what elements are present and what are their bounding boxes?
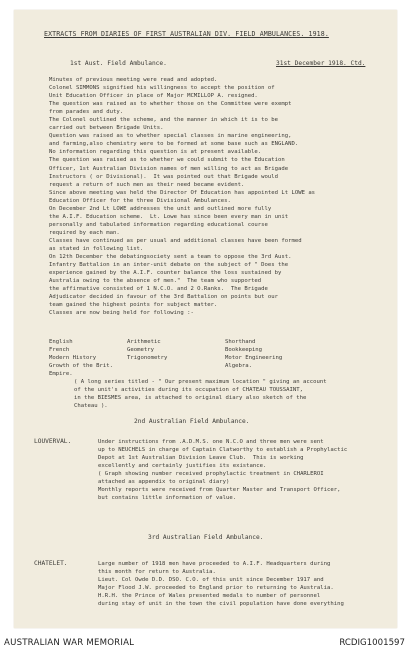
text-line: Chateau ). xyxy=(74,403,108,410)
text-line: personally and tabulated information regarding educational course xyxy=(49,221,268,228)
text-line: in the BIESMES area, is attached to original diary also sketch of the xyxy=(74,395,307,402)
document-page xyxy=(14,10,397,628)
text-line: The Colonel outlined the scheme, and the manner in which it is to be xyxy=(49,117,279,124)
subject-row xyxy=(49,354,369,362)
text-line: The question was raised as to whether those on the Committee were exempt xyxy=(49,101,292,108)
document-heading: EXTRACTS FROM DIARIES OF FIRST AUSTRALIAN DIV. FIELD AMBULANCES. 1918. xyxy=(44,30,329,38)
subject-cell: Motor Engineering xyxy=(225,355,283,362)
text-line: Infantry Battalion in an inter-unit debate on the subject of " Does the xyxy=(49,262,289,269)
text-line: Instructors ( or Divisional). It was pointed out that Brigade would xyxy=(49,173,279,180)
entry-date: 31st December 1918. Ctd. xyxy=(276,60,366,67)
text-line: Since above meeting was held the Director Of Education has appointed Lt LOWE as xyxy=(49,189,316,196)
text-line: Colonel SIMMONS signified his willingness to accept the position of xyxy=(49,85,275,92)
subject-row xyxy=(49,346,369,354)
archive-reference: RCDIG1001597 xyxy=(339,638,405,648)
text-line: Minutes of previous meeting were read and adopted. xyxy=(49,77,218,83)
text-line: experience gained by the A.I.F. counter balance the loss sustained by xyxy=(49,270,282,277)
text-line: Australia owing to the absence of men." The team who supported xyxy=(49,278,262,285)
subject-cell: French xyxy=(49,347,70,354)
subject-cell: Algebra. xyxy=(225,363,252,370)
text-line: up to NEUCHELS in charge of Captain Clatworthy to establish a Prophylactic xyxy=(98,447,348,454)
subject-cell: Modern History xyxy=(49,355,97,362)
subject-cell: Arithmetic xyxy=(127,339,161,345)
text-line: during stay of unit in the town the civil population have done everything xyxy=(98,601,344,608)
unit-title-1st: 1st Aust. Field Ambulance. xyxy=(70,60,167,67)
unit-title-2nd: 2nd Australian Field Ambulance. xyxy=(134,418,250,425)
text-line: Classes are now being held for following :- xyxy=(49,310,194,317)
first-ambulance-text xyxy=(49,76,389,317)
subject-row xyxy=(49,338,369,346)
text-line: ( A long series titled - " Our present maximum location " giving an account xyxy=(74,379,327,385)
text-line: On 12th December the debatingsociety sent a team to oppose the 3rd Aust. xyxy=(49,254,292,261)
text-line: No information regarding this question is at present available. xyxy=(49,149,262,156)
subject-cell: Shorthand xyxy=(225,339,256,345)
text-line: The question was raised as to whether we could submit to the Education xyxy=(49,157,285,164)
text-line: request a return of such men as their need became evident. xyxy=(49,181,245,188)
text-line: attached as appendix to original diary) xyxy=(98,479,230,486)
text-line: team gained the highest points for subject matter. xyxy=(49,302,218,309)
text-line: Depot at 1st Australian Division Leave Club. This is working xyxy=(98,455,304,462)
text-line: ( Graph showing number received prophylactic treatment in CHARLEROI xyxy=(98,471,324,478)
subject-cell: Geometry xyxy=(127,347,154,354)
subject-cell: Growth of the Brit. Empire. xyxy=(49,363,113,378)
text-line: Adjudicator decided in favour of the 3rd Battalion on points but our xyxy=(49,294,279,301)
text-line: Question was raised as to whether special classes in marine engineering, xyxy=(49,133,292,140)
subject-cell: Trigonometry xyxy=(127,355,168,362)
text-line: Officer, 1st Australian Division names of men willing to act as Brigade xyxy=(49,165,289,172)
text-line: On December 2nd Lt LOWE addresses the unit and outlined more fully xyxy=(49,205,272,212)
text-line: the A.I.F. Education scheme. Lt. Lowe has since been every man in unit xyxy=(49,213,289,220)
subject-cell xyxy=(127,362,225,378)
location-louverval: LOUVERVAL. xyxy=(34,438,72,445)
text-line: of the unit's activities during its occupation of CHATEAU TOUSSAINT, xyxy=(74,387,304,394)
text-line: Lieut. Col Owde D.D. DSO. C.O. of this unit since December 1917 and xyxy=(98,577,324,584)
text-line: the affirmative consisted of 1 N.C.O. and 2 O.Ranks. The Brigade xyxy=(49,286,268,293)
text-line: Education Officer for the three Divisional Ambulances. xyxy=(49,197,231,204)
text-line: H.R.H. the Prince of Wales presented medals to number of personnel xyxy=(98,593,321,600)
text-line: carried out between Brigade Units. xyxy=(49,125,164,132)
text-line: Classes have continued as per usual and additional classes have been formed xyxy=(49,237,302,244)
text-line: Major Flood J.W. proceeded to England prior to returning to Australia. xyxy=(98,585,334,592)
archive-footer xyxy=(0,634,411,654)
text-line: this month for return to Australia. xyxy=(98,569,216,576)
text-line: required by each man. xyxy=(49,229,120,236)
subject-cell: English xyxy=(49,339,73,345)
second-ambulance-text xyxy=(98,438,393,502)
text-line: Unit Education Officer in place of Major MCMILLOP A. resigned. xyxy=(49,93,258,100)
text-line: Monthly reports were received from Quarter Master and Transport Officer, xyxy=(98,487,341,494)
third-ambulance-text xyxy=(98,560,393,608)
text-line: but contains little information of value. xyxy=(98,495,237,502)
text-line: Large number of 1918 men have proceeded to A.I.F. Headquarters during xyxy=(98,561,331,567)
chateau-note xyxy=(74,378,389,410)
text-line: Under instructions from .A.D.M.S. one N.C.O and three men were sent xyxy=(98,439,324,445)
class-subject-list xyxy=(49,338,369,378)
subject-cell: Bookkeeping xyxy=(225,347,263,354)
text-line: and farming,also chemistry were to be formed at some base such as ENGLAND. xyxy=(49,141,299,148)
text-line: excellently and certainly justifies its existance. xyxy=(98,463,267,470)
unit-title-3rd: 3rd Australian Field Ambulance. xyxy=(148,534,264,541)
archive-name: AUSTRALIAN WAR MEMORIAL xyxy=(4,638,135,648)
text-line: from parades and duty. xyxy=(49,109,124,116)
location-chatelet: CHATELET. xyxy=(34,560,68,567)
subject-row xyxy=(49,362,369,378)
text-line: as stated in following list. xyxy=(49,245,144,252)
